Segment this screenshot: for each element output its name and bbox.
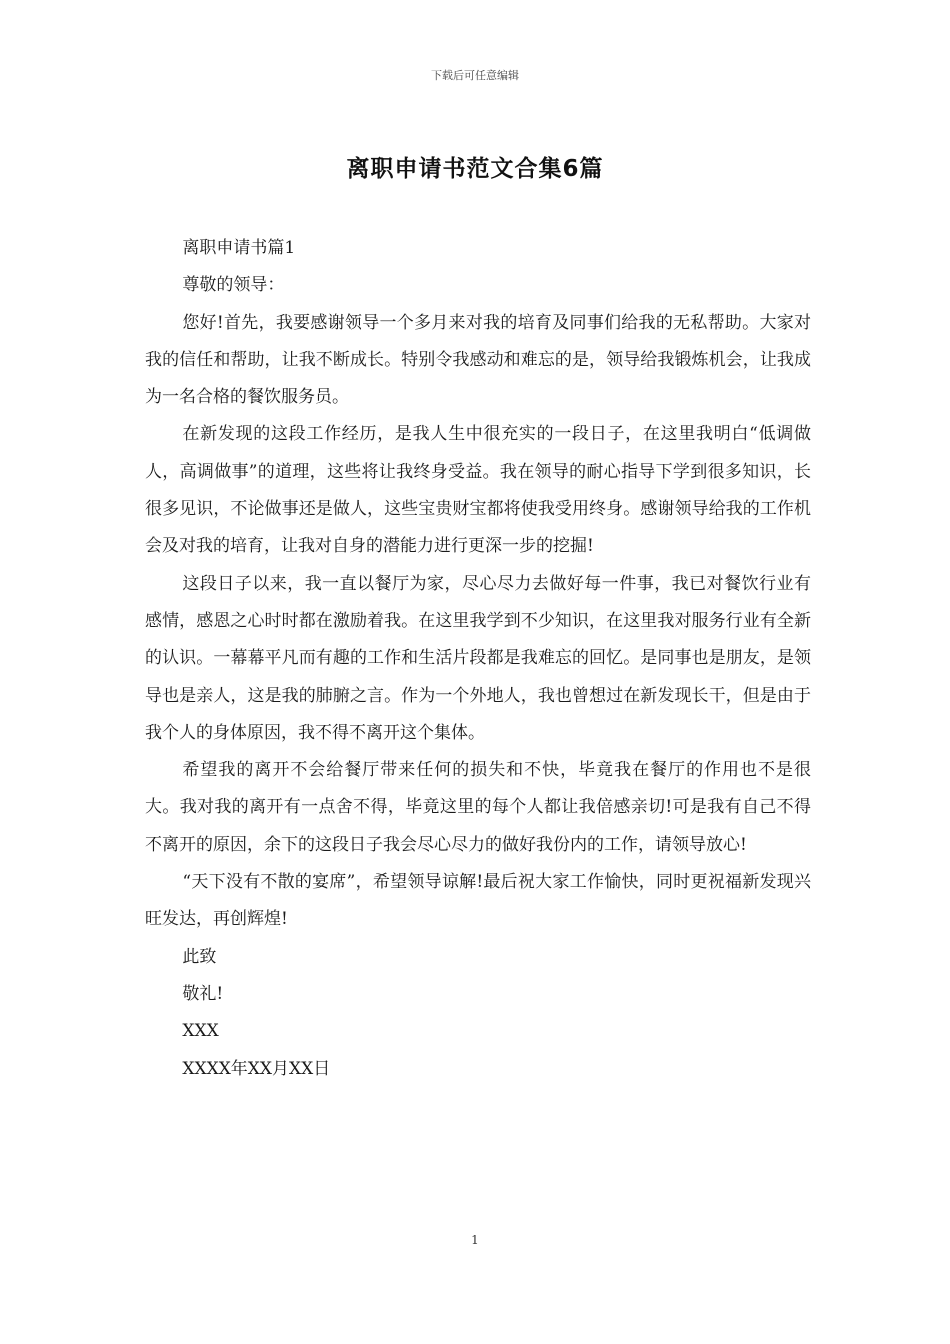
body-paragraph: 您好!首先，我要感谢领导一个多月来对我的培育及同事们给我的无私帮助。大家对我的信任和帮助，让我不断成长。特别令我感动和难忘的是，领导给我锻炼机会，让我成为一名合格的餐饮服务员。 [145,312,811,408]
closing-line: 此致 [182,946,217,967]
document-title: 离职申请书范文合集6篇 [346,156,604,182]
salutation: 尊敬的领导： [182,275,285,296]
signature-name: XXX [182,1021,219,1042]
header-note: 下载后可任意编辑 [431,69,519,82]
document-body [145,230,811,1088]
page-number: 1 [471,1233,479,1247]
body-paragraph: 这段日子以来，我一直以餐厅为家，尽心尽力去做好每一件事，我已对餐饮行业有感情，感恩之心时时都在激励着我。在这里我学到不少知识，在这里我对服务行业有全新的认识。一幕幕平凡而有趣的工作和生活片段都是我难忘的回忆。是同事也是朋友，是领导也是亲人，这是我的肺腑之言。作为一个外地人，我也曾想过在新发现长干，但是由于我个人的身体原因，我不得不离开这个集体。 [145,573,811,743]
section-heading: 离职申请书篇1 [182,238,296,258]
body-paragraph: 在新发现的这段工作经历，是我人生中很充实的一段日子，在这里我明白“低调做人，高调做事”的道理，这些将让我终身受益。我在领导的耐心指导下学到很多知识，长很多见识，不论做事还是做人，这些宝贵财宝都将使我受用终身。感谢领导给我的工作机会及对我的培育，让我对自身的潜能力进行更深一步的挖掘! [145,424,811,557]
body-paragraph: 希望我的离开不会给餐厅带来任何的损失和不快，毕竟我在餐厅的作用也不是很大。我对我的离开有一点舍不得，毕竟这里的每个人都让我倍感亲切!可是我有自己不得不离开的原因，余下的这段日子我会尽心尽力的做好我份内的工作，请领导放心! [145,760,811,855]
closing-regards: 敬礼! [182,983,224,1004]
signature-date: XXXX年XX月XX日 [182,1058,331,1079]
body-paragraph: “天下没有不散的宴席”，希望领导谅解!最后祝大家工作愉快，同时更祝福新发现兴旺发达，再创辉煌! [145,872,811,930]
